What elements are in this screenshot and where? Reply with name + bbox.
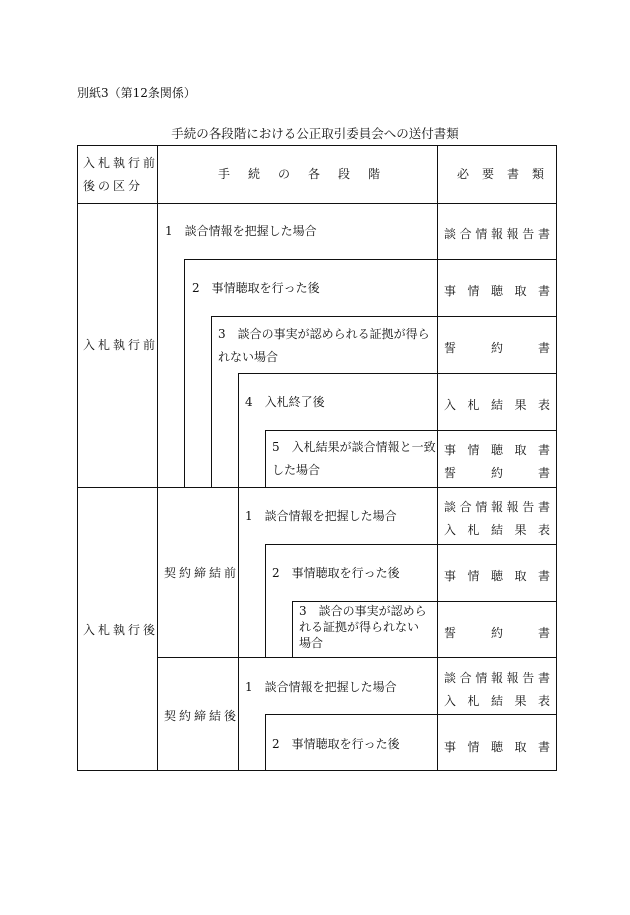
doc-char: 合: [459, 227, 472, 241]
doc-char: 情: [467, 740, 480, 754]
doc-char: 合: [459, 500, 472, 514]
pre-contract-step-2-doc: [444, 567, 550, 584]
before-step-4: 4 入札終了後: [245, 395, 325, 409]
header-steps: 手続の各段階: [218, 167, 399, 181]
doc-char: 報: [506, 671, 519, 685]
document-reference: 別紙3（第12条関係）: [77, 86, 196, 100]
pre-contract-step-1-doc-1: [444, 498, 550, 515]
before-step-3-line2: れない場合: [218, 350, 279, 364]
pre-contract-step-3-line2: れる証拠が得られない: [299, 620, 420, 634]
doc-char: 聴: [490, 569, 503, 583]
before-step-3-doc: [444, 339, 550, 356]
doc-char: 告: [522, 671, 535, 685]
doc-char: 誓: [444, 466, 457, 480]
before-step-5-line1: 5 入札結果が談合情報と一致: [272, 440, 436, 454]
doc-char: 書: [537, 466, 550, 480]
doc-char: 事: [444, 740, 457, 754]
doc-char: 事: [444, 284, 457, 298]
before-step-1-doc: [444, 225, 550, 242]
doc-char: 聴: [490, 740, 503, 754]
pre-contract-step-3-doc: [444, 624, 550, 641]
doc-char: 入: [444, 694, 457, 708]
doc-char: 情: [475, 227, 488, 241]
doc-char: 誓: [444, 626, 457, 640]
header-category-line1: 入札執行前: [83, 156, 159, 170]
doc-char: 聴: [490, 284, 503, 298]
post-contract-step-2: 2 事情聴取を行った後: [272, 737, 400, 751]
pre-contract-step-1-doc-2: [444, 521, 550, 538]
doc-char: 書: [537, 443, 550, 457]
doc-char: 取: [514, 569, 527, 583]
doc-char: 結: [490, 523, 503, 537]
doc-char: 札: [467, 398, 480, 412]
doc-char: 誓: [444, 341, 457, 355]
doc-char: 書: [537, 500, 550, 514]
doc-char: 談: [444, 227, 457, 241]
doc-char: 告: [522, 227, 535, 241]
pre-contract-step-2: 2 事情聴取を行った後: [272, 566, 400, 580]
before-step-2: 2 事情聴取を行った後: [192, 281, 320, 295]
doc-char: 書: [537, 569, 550, 583]
doc-char: 情: [475, 500, 488, 514]
doc-char: 書: [537, 284, 550, 298]
doc-char: 告: [522, 500, 535, 514]
doc-char: 談: [444, 500, 457, 514]
before-step-5-line2: した場合: [272, 463, 321, 477]
doc-char: 談: [444, 671, 457, 685]
post-contract-step-2-doc: [444, 738, 550, 755]
doc-char: 聴: [490, 443, 503, 457]
doc-char: 約: [490, 341, 503, 355]
document-title: 手続の各段階における公正取引委員会への送付書類: [171, 126, 459, 141]
doc-char: 報: [490, 500, 503, 514]
doc-char: 表: [537, 398, 550, 412]
doc-char: 報: [506, 227, 519, 241]
doc-char: 入: [444, 398, 457, 412]
section-label-before: 入札執行前: [83, 338, 159, 352]
post-contract-step-1-doc-1: [444, 669, 550, 686]
before-step-3-line1: 3 談合の事実が認められる証拠が得ら: [218, 327, 430, 341]
doc-char: 書: [537, 227, 550, 241]
doc-char: 書: [537, 740, 550, 754]
post-contract-step-1-doc-2: [444, 692, 550, 709]
doc-char: 入: [444, 523, 457, 537]
doc-char: 取: [514, 284, 527, 298]
doc-char: 情: [467, 443, 480, 457]
header-documents: 必要書類: [457, 167, 558, 181]
pre-contract-step-3-line3: 場合: [299, 636, 324, 650]
doc-char: 約: [490, 626, 503, 640]
doc-char: 果: [514, 398, 527, 412]
before-step-5-doc-2: [444, 464, 550, 481]
doc-char: 札: [467, 694, 480, 708]
pre-contract-step-3-line1: 3 談合の事実が認めら: [299, 604, 427, 618]
before-step-4-doc: [444, 396, 550, 413]
pre-contract-step-1: 1 談合情報を把握した場合: [245, 509, 397, 523]
doc-char: 情: [467, 284, 480, 298]
before-step-2-doc: [444, 282, 550, 299]
post-contract-step-1: 1 談合情報を把握した場合: [245, 680, 397, 694]
doc-char: 書: [537, 341, 550, 355]
doc-char: 結: [490, 398, 503, 412]
before-step-1: 1 談合情報を把握した場合: [165, 224, 317, 238]
doc-char: 果: [514, 523, 527, 537]
doc-char: 果: [514, 694, 527, 708]
doc-char: 札: [467, 523, 480, 537]
doc-char: 書: [537, 671, 550, 685]
doc-char: 報: [490, 227, 503, 241]
doc-char: 合: [459, 671, 472, 685]
doc-char: 取: [514, 443, 527, 457]
header-category-line2: 後の区分: [83, 179, 144, 193]
doc-char: 取: [514, 740, 527, 754]
doc-char: 約: [490, 466, 503, 480]
group-label-pre-contract: 契約締結前: [164, 566, 240, 580]
doc-char: 表: [537, 694, 550, 708]
section-label-after: 入札執行後: [83, 623, 159, 637]
doc-char: 書: [537, 626, 550, 640]
doc-char: 報: [506, 500, 519, 514]
doc-char: 表: [537, 523, 550, 537]
doc-char: 情: [467, 569, 480, 583]
doc-char: 報: [490, 671, 503, 685]
doc-char: 事: [444, 569, 457, 583]
before-step-5-doc-1: [444, 441, 550, 458]
group-label-post-contract: 契約締結後: [164, 709, 240, 723]
doc-char: 事: [444, 443, 457, 457]
doc-char: 情: [475, 671, 488, 685]
doc-char: 結: [490, 694, 503, 708]
